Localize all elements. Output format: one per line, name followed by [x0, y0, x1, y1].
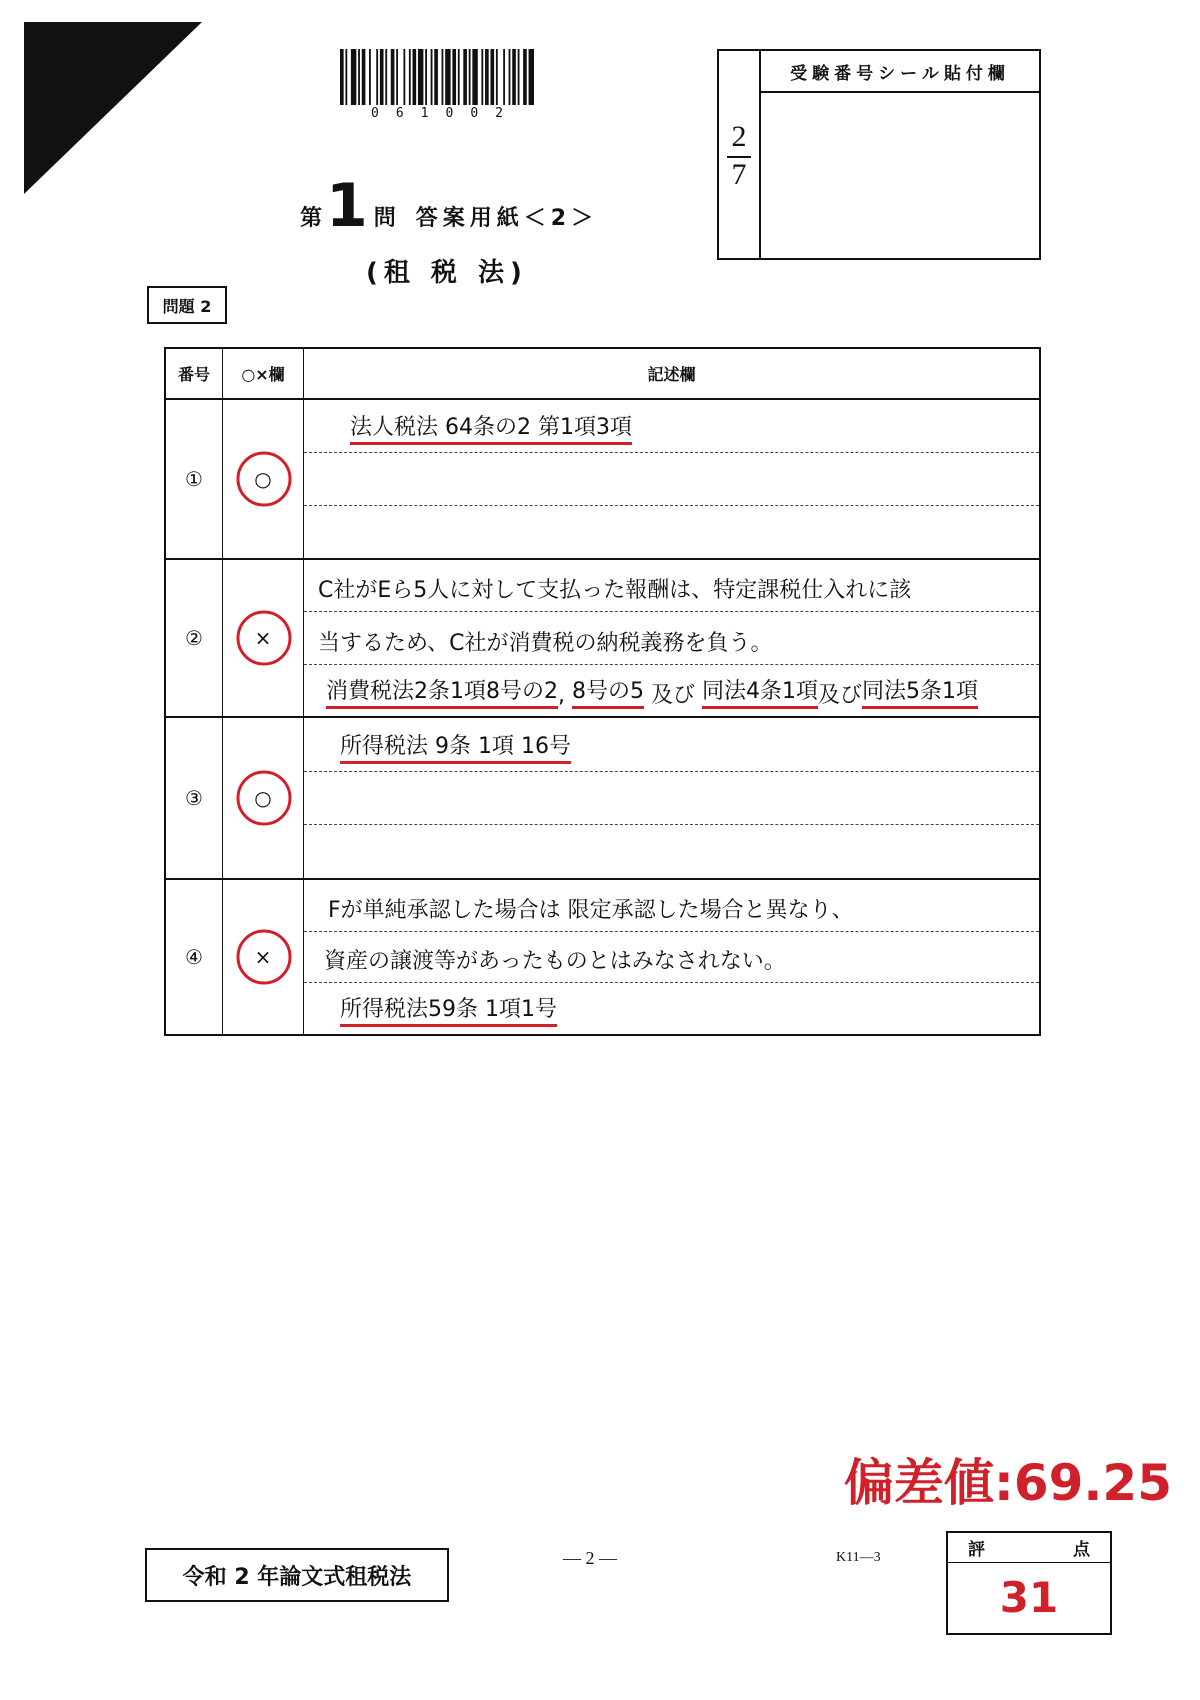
- barcode-bar: [472, 49, 477, 105]
- problem-label: 問題 2: [147, 286, 227, 324]
- barcode-bar: [396, 49, 398, 105]
- sticker-label: 受験番号シール貼付欄: [761, 51, 1039, 93]
- row-number: ①: [166, 400, 223, 558]
- description-cell: [304, 880, 1039, 1034]
- answer-line: [304, 506, 1039, 558]
- table-header: [166, 349, 1039, 400]
- description-cell: [304, 718, 1039, 878]
- answer-line: [304, 718, 1039, 772]
- handwritten-text: 法人税法 64条の2 第1項3項: [350, 415, 632, 445]
- handwritten-text: 同法4条1項: [702, 679, 818, 709]
- description-cell: [304, 560, 1039, 716]
- barcode-bar: [431, 49, 433, 105]
- barcode-number: 061002: [371, 106, 520, 121]
- barcode-bar: [380, 49, 384, 105]
- page-number: — 2 —: [563, 1548, 617, 1568]
- handwritten-text: C社がEら5人に対して支払った報酬は、特定課税仕入れに該: [318, 578, 912, 604]
- handwritten-text: 所得税法 9条 1項 16号: [340, 734, 571, 764]
- score-box: [946, 1531, 1112, 1635]
- handwritten-text: 消費税法2条1項8号の2: [326, 679, 558, 709]
- barcode-bar: [445, 49, 450, 105]
- barcode-bar: [369, 49, 371, 105]
- score-label-left: 評: [968, 1540, 985, 1560]
- barcode-bar: [362, 49, 366, 105]
- row-number: ②: [166, 560, 223, 716]
- title-question: 問: [373, 206, 396, 231]
- corner-triangle-mark: [0, 0, 210, 200]
- grading-mark-cell: [223, 718, 304, 878]
- barcode-bar: [523, 49, 527, 105]
- barcode-bar: [345, 49, 347, 105]
- handwritten-text: Fが単純承認した場合は 限定承認した場合と異なり、: [328, 897, 854, 923]
- score-label-right: 点: [1073, 1540, 1090, 1560]
- barcode-bar: [351, 49, 356, 105]
- row-number: ④: [166, 880, 223, 1034]
- handwritten-mark: ○: [254, 467, 272, 491]
- handwritten-text: 所得税法59条 1項1号: [340, 997, 557, 1027]
- handwritten-text: ,: [558, 682, 572, 708]
- barcode-bar: [485, 49, 489, 105]
- header-mark: ○×欄: [223, 349, 304, 398]
- answer-line: [304, 932, 1039, 984]
- barcode-bar: [403, 49, 405, 105]
- barcode-bar: [391, 49, 395, 105]
- answer-line: [304, 772, 1039, 826]
- header-description: 記述欄: [647, 365, 696, 384]
- title-question-number: 1: [326, 171, 368, 241]
- handwritten-mark: ○: [254, 786, 272, 810]
- barcode-bar: [490, 49, 494, 105]
- handwritten-text: 及び: [818, 682, 863, 708]
- exam-number-sticker-box: [717, 49, 1041, 260]
- row-number: ③: [166, 718, 223, 878]
- subject-title: (租 税 法): [366, 258, 528, 288]
- barcode-bar: [409, 49, 411, 105]
- barcode-bar: [512, 49, 516, 105]
- barcode-bar: [340, 49, 344, 105]
- barcode-bar: [376, 49, 378, 105]
- grading-mark-cell: [223, 880, 304, 1034]
- answer-table: [164, 347, 1041, 1036]
- answer-row: [166, 400, 1039, 560]
- barcode-bar: [503, 49, 505, 105]
- answer-line: [304, 400, 1039, 453]
- handwritten-text: 及び: [644, 682, 702, 708]
- score-value: 31: [999, 1572, 1059, 1622]
- barcode-bar: [458, 49, 460, 105]
- barcode-bar: [469, 49, 471, 105]
- title-prefix: 第: [300, 206, 323, 231]
- answer-line: [304, 612, 1039, 664]
- barcode-bar: [463, 49, 467, 105]
- grading-mark-cell: [223, 560, 304, 716]
- page-title: [300, 168, 599, 241]
- handwritten-mark: ×: [254, 945, 272, 969]
- grading-mark-cell: [223, 400, 304, 558]
- answer-line: [304, 880, 1039, 932]
- answer-line: [304, 983, 1039, 1034]
- form-code: K11—3: [836, 1550, 881, 1565]
- answer-line: [304, 665, 1039, 716]
- title-main: 答案用紙＜2＞: [415, 206, 599, 231]
- barcode-bar: [481, 49, 483, 105]
- handwritten-text: 8号の5: [572, 679, 644, 709]
- answer-row: [166, 560, 1039, 718]
- description-cell: [304, 400, 1039, 558]
- score-header: [948, 1533, 1110, 1563]
- answer-line: [304, 825, 1039, 878]
- handwritten-text: 当するため、C社が消費税の納税義務を負う。: [318, 630, 773, 656]
- handwritten-text: 同法5条1項: [862, 679, 978, 709]
- barcode-bar: [358, 49, 360, 105]
- header-number: 番号: [166, 349, 223, 398]
- barcode-bar: [434, 49, 438, 105]
- barcode: [340, 49, 534, 105]
- barcode-bar: [442, 49, 444, 105]
- barcode-bar: [418, 49, 423, 105]
- answer-row: [166, 880, 1039, 1034]
- barcode-bar: [496, 49, 498, 105]
- sheet-index: 2: [731, 120, 747, 153]
- barcode-bar: [425, 49, 427, 105]
- barcode-bar: [413, 49, 417, 105]
- handwritten-mark: ×: [254, 626, 272, 650]
- barcode-bar: [509, 49, 511, 105]
- barcode-bar: [385, 49, 387, 105]
- sheet-total: 7: [731, 158, 747, 191]
- handwritten-text: 資産の譲渡等があったものとはみなされない。: [324, 949, 786, 975]
- answer-line: [304, 453, 1039, 506]
- barcode-bar: [529, 49, 534, 105]
- answer-row: [166, 718, 1039, 880]
- barcode-bar: [518, 49, 520, 105]
- barcode-bar: [452, 49, 456, 105]
- deviation-value: 偏差値:69.25: [843, 1454, 1172, 1512]
- answer-line: [304, 560, 1039, 612]
- exam-name-box: 令和 2 年論文式租税法: [145, 1548, 449, 1602]
